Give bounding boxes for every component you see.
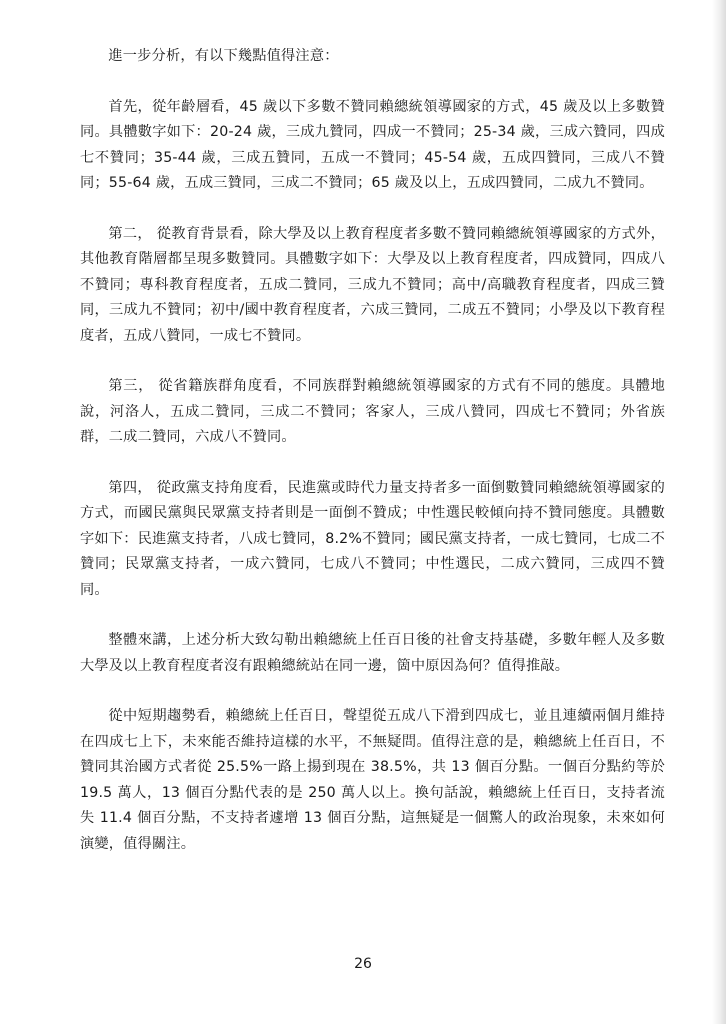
page-number: 26 [354, 956, 372, 972]
page-edge-shadow [712, 0, 726, 1024]
paragraph-trend: 從中短期趨勢看，賴總統上任百日，聲望從五成八下滑到四成七，並且連續兩個月維持在四成七上下，未來能否維持這樣的水平，不無疑問。值得注意的是，賴總統上任百日，不贊同其治國方式者從 25.5%一路上揚到現在 38.5%，共 13 個百分點。一個百分點約等於 19.5 萬人，13 個百分點代表的是 250 萬人以上。換句話說，賴總統上任百日，支持者流失 11.4 個百分點，不支持者遽增 13 個百分點，這無疑是一個驚人的政治現象，未來如何演變，值得關注。 [80, 708, 665, 852]
paragraph-ethnicity: 第三， 從省籍族群角度看，不同族群對賴總統領導國家的方式有不同的態度。具體地說，河洛人，五成二贊同，三成二不贊同；客家人，三成八贊同，四成七不贊同；外省族群，二成二贊同，六成八不贊同。 [80, 378, 665, 445]
paragraph-age: 首先，從年齡層看，45 歲以下多數不贊同賴總統領導國家的方式，45 歲及以上多數贊同。具體數字如下：20-24 歲，三成九贊同，四成一不贊同；25-34 歲，三成六贊同，四成七不贊同；35-44 歲，三成五贊同，五成一不贊同；45-54 歲，五成四贊同，三成八不贊同；55-64 歲，五成三贊同，三成二不贊同；65 歲及以上，五成四贊同，二成九不贊同。 [80, 98, 665, 191]
paragraph-intro: 進一步分析，有以下幾點值得注意： [108, 48, 339, 64]
paragraph-summary: 整體來講，上述分析大致勾勒出賴總統上任百日後的社會支持基礎，多數年輕人及多數大學及以上教育程度者沒有跟賴總統站在同一邊，箇中原因為何？值得推敲。 [80, 632, 665, 674]
paragraph-education: 第二， 從教育背景看，除大學及以上教育程度者多數不贊同賴總統領導國家的方式外，其他教育階層都呈現多數贊同。具體數字如下：大學及以上教育程度者，四成贊同，四成八不贊同；專科教育程度者，五成二贊同，三成九不贊同；高中/高職教育程度者，四成三贊同，三成九不贊同；初中/國中教育程度者，六成三贊同，二成五不贊同；小學及以下教育程度者，五成八贊同，一成七不贊同。 [80, 225, 665, 344]
paragraph-party: 第四， 從政黨支持角度看，民進黨或時代力量支持者多一面倒數贊同賴總統領導國家的方式，而國民黨與民眾黨支持者則是一面倒不贊成；中性選民較傾向持不贊同態度。具體數字如下：民進黨支持者，八成七贊同，8.2%不贊同；國民黨支持者，一成七贊同，七成二不贊同；民眾黨支持者，一成六贊同，七成八不贊同；中性選民，二成六贊同，三成四不贊同。 [80, 479, 665, 598]
page-body [80, 44, 665, 857]
